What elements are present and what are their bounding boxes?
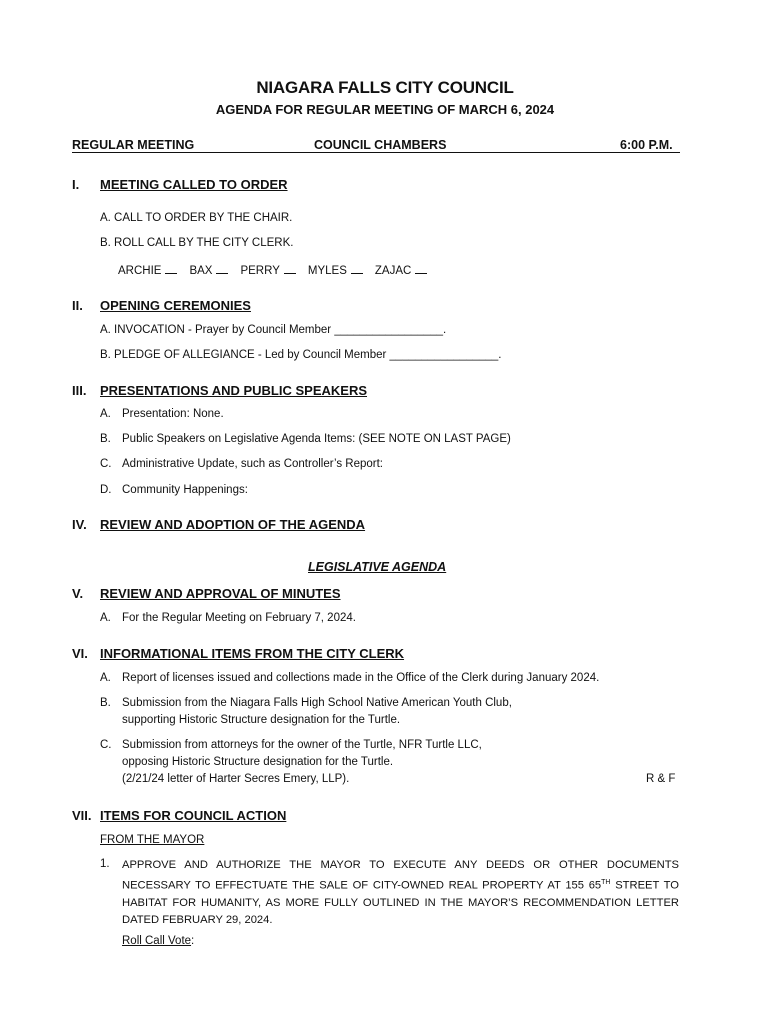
section-6-item-c-text: opposing Historic Structure designation for the Turtle. [122,756,394,768]
roll-blank [351,263,363,274]
receive-and-file-note: R & F [646,773,676,785]
roll-name: BAX [189,265,213,277]
section-3-item-label: C. [100,458,112,470]
section-3-title: PRESENTATIONS AND PUBLIC SPEAKERS [100,383,368,398]
section-6-item-c-text: Submission from attorneys for the owner of the Turtle, NFR Turtle LLC, [122,739,482,751]
meeting-location: COUNCIL CHAMBERS [314,138,447,152]
section-6-item-a-label: A. [100,672,111,684]
page-subtitle: AGENDA FOR REGULAR MEETING OF MARCH 6, 2024 [215,102,555,117]
section-1-item-a: A. CALL TO ORDER BY THE CHAIR. [100,212,293,224]
section-3-item-label: B. [100,433,111,445]
section-6-item-a-text: Report of licenses issued and collections made in the Office of the Clerk during January 2024. [122,672,600,684]
action-item-1-text [122,857,679,929]
roll-blank [415,263,427,274]
from-the-mayor-heading: FROM THE MAYOR [100,834,205,846]
roll-name: PERRY [240,265,280,277]
action-item-line [122,874,679,895]
section-7-number: VII. [72,808,92,823]
section-6-item-b-text: supporting Historic Structure designation for the Turtle. [122,714,401,726]
section-6-item-c-label: C. [100,739,112,751]
section-7-title: ITEMS FOR COUNCIL ACTION [100,808,287,823]
section-1-number: I. [72,177,80,192]
section-5-item-text: For the Regular Meeting on February 7, 2024. [122,612,356,624]
section-3-item-label: D. [100,484,112,496]
ordinal-suffix: TH [601,879,611,886]
section-6-item-b-label: B. [100,697,111,709]
section-3-item-text: Presentation: None. [122,408,224,420]
section-6-title: INFORMATIONAL ITEMS FROM THE CITY CLERK [100,646,405,661]
meeting-time: 6:00 P.M. [620,138,673,152]
roll-blank [165,263,177,274]
section-1-item-b: B. ROLL CALL BY THE CITY CLERK. [100,237,294,249]
section-3-number: III. [72,383,87,398]
section-3-item-label: A. [100,408,111,420]
legislative-agenda-heading: LEGISLATIVE AGENDA [308,560,447,574]
section-3-item-text: Administrative Update, such as Controller’s Report: [122,458,383,470]
section-5-item-label: A. [100,612,111,624]
action-item-line: APPROVE AND AUTHORIZE THE MAYOR TO EXECUTE ANY DEEDS OR OTHER DOCUMENTS [122,859,679,871]
section-2-number: II. [72,298,83,313]
action-item-line: DATED FEBRUARY 29, 2024. [122,913,273,926]
roll-blank [216,263,228,274]
section-6-item-b-text: Submission from the Niagara Falls High School Native American Youth Club, [122,697,512,709]
roll-name: ARCHIE [118,265,162,277]
section-2-title: OPENING CEREMONIES [100,298,251,313]
section-1-title: MEETING CALLED TO ORDER [100,177,288,192]
roll-call-colon: : [191,935,195,947]
section-4-title: REVIEW AND ADOPTION OF THE AGENDA [100,517,366,532]
page-title: NIAGARA FALLS CITY COUNCIL [256,78,514,97]
header-rule [72,152,680,153]
roll-name: MYLES [307,265,347,277]
section-4-number: IV. [72,517,87,532]
section-2-item-b: B. PLEDGE OF ALLEGIANCE - Led by Council Member _________________. [100,349,502,361]
action-item-number: 1. [100,858,110,870]
action-item-text: NECESSARY TO EFFECTUATE THE SALE OF CITY-OWNED REAL PROPERTY AT 155 65 [122,879,602,892]
section-3-item-text: Community Happenings: [122,484,248,496]
roll-call-list [118,263,439,277]
section-2-item-a: A. INVOCATION - Prayer by Council Member _________________. [100,324,447,336]
section-3-item-text: Public Speakers on Legislative Agenda Items: (SEE NOTE ON LAST PAGE) [122,433,511,445]
roll-call-vote-text: Roll Call Vote [122,935,192,947]
section-5-title: REVIEW AND APPROVAL OF MINUTES [100,586,341,601]
action-item-line: HABITAT FOR HUMANITY, AS MORE FULLY OUTLINED IN THE MAYOR’S RECOMMENDATION LETTER [122,896,679,909]
meeting-type: REGULAR MEETING [72,138,195,152]
section-5-number: V. [72,586,84,601]
roll-blank [284,263,296,274]
roll-call-vote-label [122,935,194,947]
roll-name: ZAJAC [374,265,412,277]
section-6-number: VI. [72,646,88,661]
section-6-item-c-text: (2/21/24 letter of Harter Secres Emery, LLP). [122,773,350,785]
action-item-text: STREET TO [610,879,679,892]
